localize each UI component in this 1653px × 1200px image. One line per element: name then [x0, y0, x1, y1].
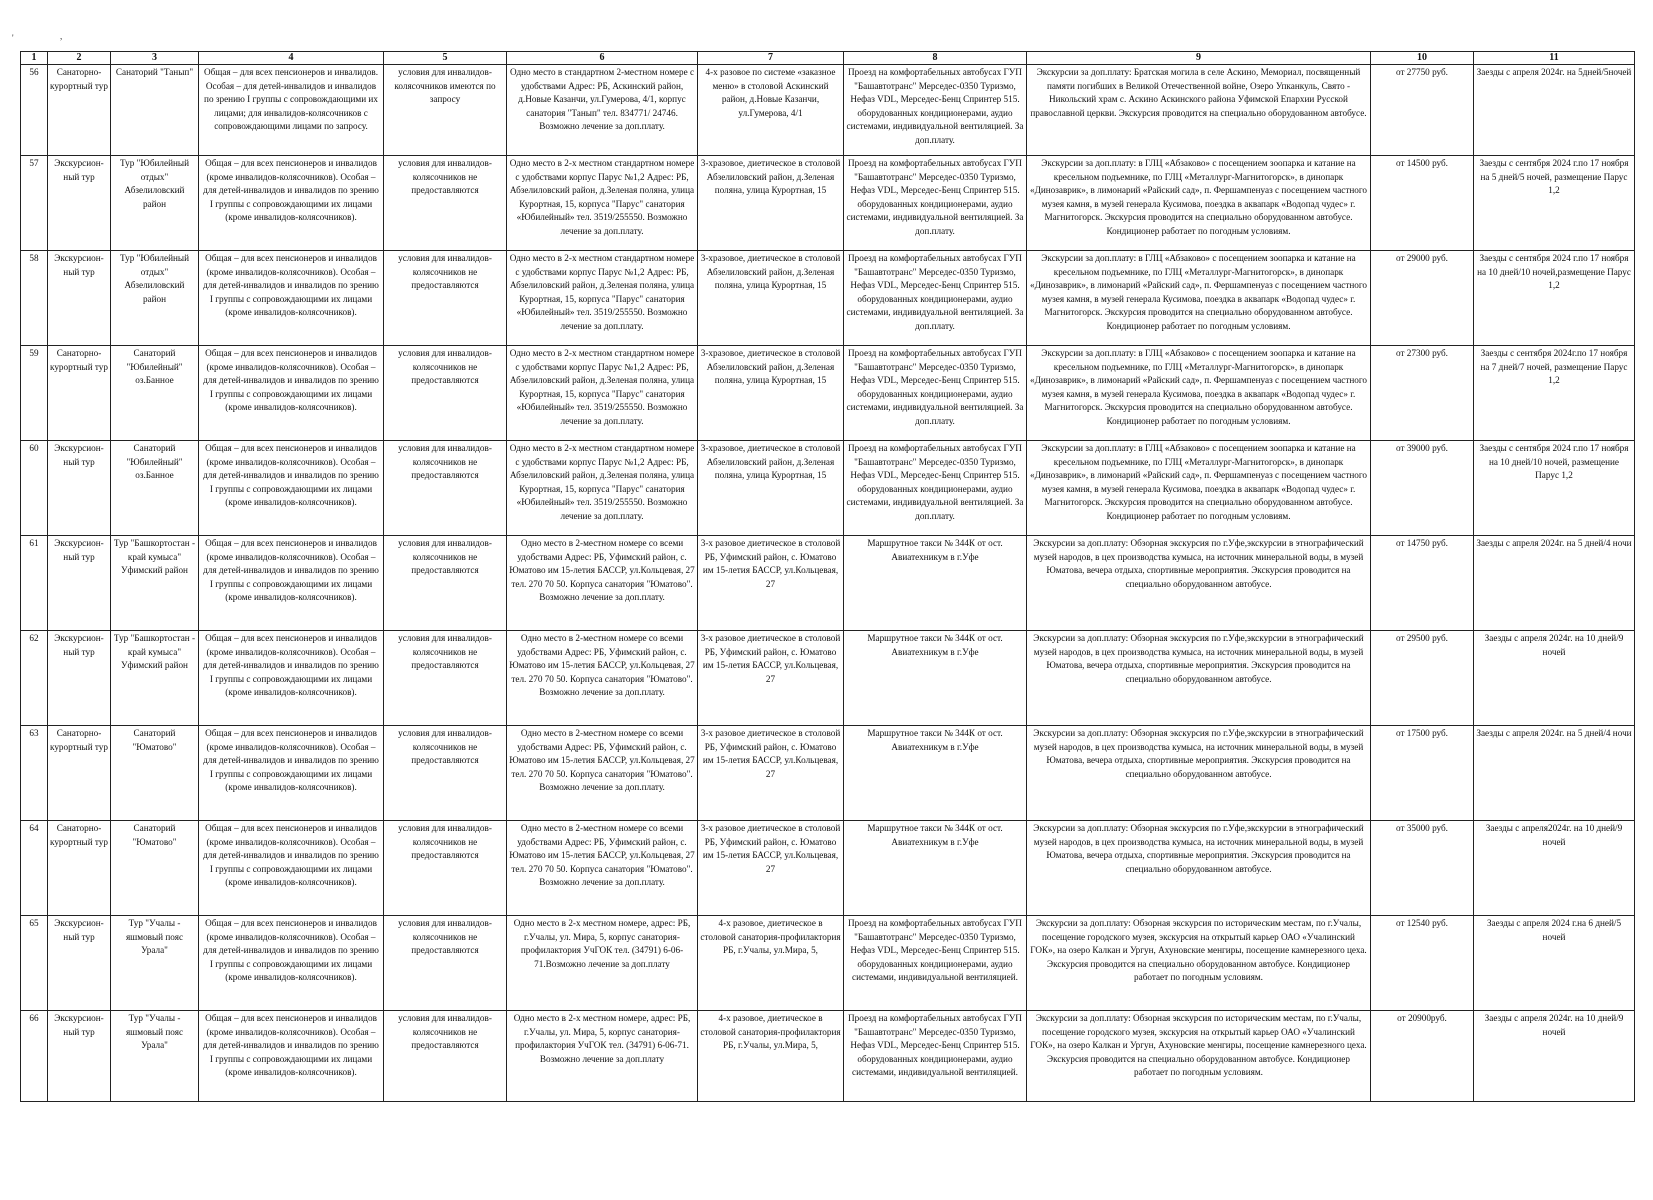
tour-category: Общая – для всех пенсионеров и инвалидов (кроме инвалидов-колясочников). Особая – для детей-инвалидов и инвалидов по зрению I группы с сопровождающими их лицами (кроме инвалидов-колясочников). [199, 631, 384, 726]
col-header: 2 [48, 52, 111, 65]
table-row [21, 916, 1635, 1011]
meals: 3-хразовое, диетическое в столовой Абзелиловский район, д.Зеленая поляна, улица Курортная, 15 [698, 251, 844, 346]
dates: Заезды с сентября 2024 г.по 17 ноября на 5 дней/5 ночей, размещение Парус 1,2 [1474, 156, 1635, 251]
dates: Заезды с апреля 2024 г.на 6 дней/5 ночей [1474, 916, 1635, 1011]
row-number: 66 [21, 1011, 48, 1102]
dates: Заезды с сентября 2024 г.по 17 ноября на 10 дней/10 ночей,размещение Парус 1,2 [1474, 251, 1635, 346]
tour-type: Санаторно-курортный тур [48, 821, 111, 916]
accommodation: Одно место в 2-х местном номере, адрес: РБ, г.Учалы, ул. Мира, 5, корпус санатория-профилактория УчГОК тел. (34791) 6-06-71.Возможно лечение за доп.плату [507, 916, 698, 1011]
tour-name: Санаторий "Юбилейный" оз.Банное [111, 441, 199, 536]
accessibility-conditions: условия для инвалидов-колясочников не предоставляются [384, 821, 507, 916]
meals: 3-хразовое, диетическое в столовой Абзелиловский район, д.Зеленая поляна, улица Курортная, 15 [698, 346, 844, 441]
tour-category: Общая – для всех пенсионеров и инвалидов (кроме инвалидов-колясочников). Особая – для детей-инвалидов и инвалидов по зрению I группы с сопровождающими их лицами (кроме инвалидов-колясочников). [199, 251, 384, 346]
tour-name: Санаторий "Юматово" [111, 821, 199, 916]
table-row [21, 726, 1635, 821]
tour-type: Экскурсион-ный тур [48, 251, 111, 346]
tour-type: Экскурсион-ный тур [48, 441, 111, 536]
tour-type: Экскурсион-ный тур [48, 156, 111, 251]
meals: 3-х разовое диетическое в столовой РБ, Уфимский район, с. Юматово им 15-летия БАССР, ул.Кольцевая, 27 [698, 631, 844, 726]
row-number: 59 [21, 346, 48, 441]
row-number: 65 [21, 916, 48, 1011]
tour-category: Общая – для всех пенсионеров и инвалидов (кроме инвалидов-колясочников). Особая – для детей-инвалидов и инвалидов по зрению I группы с сопровождающими их лицами (кроме инвалидов-колясочников). [199, 726, 384, 821]
table-row [21, 156, 1635, 251]
price: от 14750 руб. [1371, 536, 1474, 631]
table-row [21, 631, 1635, 726]
accessibility-conditions: условия для инвалидов-колясочников не предоставляются [384, 726, 507, 821]
accessibility-conditions: условия для инвалидов-колясочников не предоставляются [384, 1011, 507, 1102]
transport: Проезд на комфортабельных автобусах ГУП "Башавтотранс" Мерседес-0350 Туризмо, Нефаз VDL, Мерседес-Бенц Спринтер 515. оборудованных кондиционерами, аудио системами, индивидуальной вентиляцией. За доп.плату. [844, 346, 1027, 441]
table-row [21, 536, 1635, 631]
row-number: 57 [21, 156, 48, 251]
accommodation: Одно место в 2-местном номере со всеми удобствами Адрес: РБ, Уфимский район, с. Юматово им 15-летия БАССР, ул.Кольцевая, 27 тел. 270 70 50. Корпуса санатория "Юматово". Возможно лечение за доп.плату. [507, 821, 698, 916]
price: от 39000 руб. [1371, 441, 1474, 536]
table-row [21, 1011, 1635, 1102]
tours-table [20, 51, 1635, 1102]
price: от 29500 руб. [1371, 631, 1474, 726]
accessibility-conditions: условия для инвалидов-колясочников не предоставляются [384, 536, 507, 631]
transport: Проезд на комфортабельных автобусах ГУП "Башавтотранс" Мерседес-0350 Туризмо, Нефаз VDL, Мерседес-Бенц Спринтер 515. оборудованных кондиционерами, аудио системами, индивидуальной вентиляцией. [844, 1011, 1027, 1102]
price: от 35000 руб. [1371, 821, 1474, 916]
excursions: Экскурсии за доп.плату: в ГЛЦ «Абзаково» с посещением зоопарка и катание на кресельном подъемнике, по ГЛЦ «Металлург-Магнитогорск», в динопарк «Динозаврик», в лимонарий «Райский сад», п. Фершампенуаз с посещением частного музея камня, в музей генерала Кусимова, поездка в аквапарк «Водопад чудес» г. Магнитогорск. Экскурсия проводится на специально оборудованном автобусе. Кондиционер работает по погодным условиям. [1027, 156, 1371, 251]
transport: Маршрутное такси № 344К от ост. Авиатехникум в г.Уфе [844, 726, 1027, 821]
tour-type: Экскурсион-ный тур [48, 1011, 111, 1102]
tour-type: Экскурсион-ный тур [48, 536, 111, 631]
dates: Заезды с апреля 2024г. на 5дней/5ночей [1474, 65, 1635, 156]
col-header: 7 [698, 52, 844, 65]
tour-name: Тур "Учалы - яшмовый пояс Урала" [111, 916, 199, 1011]
accommodation: Одно место в 2-местном номере со всеми удобствами Адрес: РБ, Уфимский район, с. Юматово им 15-летия БАССР, ул.Кольцевая, 27 тел. 270 70 50. Корпуса санатория "Юматово". Возможно лечение за доп.плату. [507, 631, 698, 726]
col-header: 4 [199, 52, 384, 65]
accessibility-conditions: условия для инвалидов-колясочников не предоставляются [384, 346, 507, 441]
tour-category: Общая – для всех пенсионеров и инвалидов (кроме инвалидов-колясочников). Особая – для детей-инвалидов и инвалидов по зрению I группы с сопровождающими их лицами (кроме инвалидов-колясочников). [199, 156, 384, 251]
price: от 20900руб. [1371, 1011, 1474, 1102]
tour-type: Санаторно-курортный тур [48, 726, 111, 821]
col-header: 9 [1027, 52, 1371, 65]
accessibility-conditions: условия для инвалидов-колясочников не предоставляются [384, 441, 507, 536]
meals: 3-хразовое, диетическое в столовой Абзелиловский район, д.Зеленая поляна, улица Курортная, 15 [698, 156, 844, 251]
col-header: 10 [1371, 52, 1474, 65]
excursions: Экскурсии за доп.плату: Обзорная экскурсия по историческим местам, по г.Учалы, посещение городского музея, экскурсия на открытый карьер ОАО «Учалинский ГОК», на озеро Калкан и Ургун, Ахуновские менгиры, посещение камнерезного цеха. Экскурсия проводится на специально оборудованном автобусе. Кондиционер работает по погодным условиям. [1027, 916, 1371, 1011]
transport: Маршрутное такси № 344К от ост. Авиатехникум в г.Уфе [844, 821, 1027, 916]
col-header: 1 [21, 52, 48, 65]
dates: Заезды с сентября 2024 г.по 17 ноября на 10 дней/10 ночей, размещение Парус 1,2 [1474, 441, 1635, 536]
tour-category: Общая – для всех пенсионеров и инвалидов (кроме инвалидов-колясочников). Особая – для детей-инвалидов и инвалидов по зрению I группы с сопровождающими их лицами (кроме инвалидов-колясочников). [199, 346, 384, 441]
tour-name: Тур "Юбилейный отдых" Абзелиловский район [111, 251, 199, 346]
excursions: Экскурсии за доп.плату: Обзорная экскурсия по г.Уфе,экскурсии в этнографический музей народов, в цех производства кумыса, на источник минеральной воды, в музей Юматова, вечера отдыха, спортивные мероприятия. Экскурсия проводится на специально оборудованном автобусе. [1027, 726, 1371, 821]
tour-name: Тур "Учалы - яшмовый пояс Урала" [111, 1011, 199, 1102]
row-number: 58 [21, 251, 48, 346]
tour-category: Общая – для всех пенсионеров и инвалидов (кроме инвалидов-колясочников). Особая – для детей-инвалидов и инвалидов по зрению I группы с сопровождающими их лицами (кроме инвалидов-колясочников). [199, 441, 384, 536]
tour-category: Общая – для всех пенсионеров и инвалидов. Особая – для детей-инвалидов и инвалидов по зрению I группы с сопровождающими их лицами; для инвалидов-колясочников с сопровождающими лицами по запросу. [199, 65, 384, 156]
meals: 4-х разовое, диетическое в столовой санатория-профилактория РБ, г.Учалы, ул.Мира, 5, [698, 1011, 844, 1102]
scan-mark: ' [12, 33, 14, 43]
transport: Проезд на комфортабельных автобусах ГУП "Башавтотранс" Мерседес-0350 Туризмо, Нефаз VDL, Мерседес-Бенц Спринтер 515. оборудованных кондиционерами, аудио системами, индивидуальной вентиляцией. [844, 916, 1027, 1011]
col-header: 5 [384, 52, 507, 65]
table-row [21, 346, 1635, 441]
row-number: 62 [21, 631, 48, 726]
col-header: 3 [111, 52, 199, 65]
excursions: Экскурсии за доп.плату: в ГЛЦ «Абзаково» с посещением зоопарка и катание на кресельном подъемнике, по ГЛЦ «Металлург-Магнитогорск», в динопарк «Динозаврик», в лимонарий «Райский сад», п. Фершампенуаз с посещением частного музея камня, в музей генерала Кусимова, поездка в аквапарк «Водопад чудес» г. Магнитогорск. Экскурсия проводится на специально оборудованном автобусе. Кондиционер работает по погодным условиям. [1027, 441, 1371, 536]
dates: Заезды с апреля2024г. на 10 дней/9 ночей [1474, 821, 1635, 916]
tour-type: Санаторно-курортный тур [48, 65, 111, 156]
dates: Заезды с апреля 2024г. на 5 дней/4 ночи [1474, 726, 1635, 821]
excursions: Экскурсии за доп.плату: Обзорная экскурсия по историческим местам, по г.Учалы, посещение городского музея, экскурсия на открытый карьер ОАО «Учалинский ГОК», на озеро Калкан и Ургун, Ахуновские менгиры, посещение камнерезного цеха. Экскурсия проводится на специально оборудованном автобусе. Кондиционер работает по погодным условиям. [1027, 1011, 1371, 1102]
price: от 14500 руб. [1371, 156, 1474, 251]
price: от 27750 руб. [1371, 65, 1474, 156]
table-row [21, 251, 1635, 346]
transport: Проезд на комфортабельных автобусах ГУП "Башавтотранс" Мерседес-0350 Туризмо, Нефаз VDL, Мерседес-Бенц Спринтер 515. оборудованных кондиционерами, аудио системами, индивидуальной вентиляцией. За доп.плату. [844, 441, 1027, 536]
table-row [21, 441, 1635, 536]
tour-type: Экскурсион-ный тур [48, 631, 111, 726]
transport: Проезд на комфортабельных автобусах ГУП "Башавтотранс" Мерседес-0350 Туризмо, Нефаз VDL, Мерседес-Бенц Спринтер 515. оборудованных кондиционерами, аудио системами, индивидуальной вентиляцией. За доп.плату. [844, 156, 1027, 251]
accommodation: Одно место в стандартном 2-местном номере с удобствами Адрес: РБ, Аскинский район, д.Новые Казанчи, ул.Гумерова, 4/1, корпус санатория "Танып" тел. 834771/ 24746. Возможно лечение за доп.плату. [507, 65, 698, 156]
price: от 29000 руб. [1371, 251, 1474, 346]
dates: Заезды с апреля 2024г. на 5 дней/4 ночи [1474, 536, 1635, 631]
tour-name: Санаторий "Танып" [111, 65, 199, 156]
table-row [21, 65, 1635, 156]
tour-name: Тур "Башкортостан - край кумыса" Уфимский район [111, 536, 199, 631]
accommodation: Одно место в 2-х местном стандартном номере с удобствами корпус Парус №1,2 Адрес: РБ, Абзелиловский район, д.Зеленая поляна, улица Курортная, 15, корпуса "Парус" санатория «Юбилейный» тел. 3519/255550. Возможно лечение за доп.плату. [507, 441, 698, 536]
accessibility-conditions: условия для инвалидов-колясочников имеются по запросу [384, 65, 507, 156]
accessibility-conditions: условия для инвалидов-колясочников не предоставляются [384, 631, 507, 726]
price: от 12540 руб. [1371, 916, 1474, 1011]
accommodation: Одно место в 2-х местном стандартном номере с удобствами корпус Парус №1,2 Адрес: РБ, Абзелиловский район, д.Зеленая поляна, улица Курортная, 15, корпуса "Парус" санатория «Юбилейный» тел. 3519/255550. Возможно лечение за доп.плату. [507, 346, 698, 441]
meals: 3-х разовое диетическое в столовой РБ, Уфимский район, с. Юматово им 15-летия БАССР, ул.Кольцевая, 27 [698, 536, 844, 631]
column-number-row [21, 52, 1635, 65]
excursions: Экскурсии за доп.плату: Братская могила в селе Аскино, Мемориал, посвященный памяти погибших в Великой Отечественной войне, Озеро Упканкуль, Свято - Никольский храм с. Аскино Аскинского района Уфимской Епархии Русской православной церкви. Экскурсия проводится на специально оборудованном автобусе. [1027, 65, 1371, 156]
excursions: Экскурсии за доп.плату: в ГЛЦ «Абзаково» с посещением зоопарка и катание на кресельном подъемнике, по ГЛЦ «Металлург-Магнитогорск», в динопарк «Динозаврик», в лимонарий «Райский сад», п. Фершампенуаз с посещением частного музея камня, в музей генерала Кусимова, поездка в аквапарк «Водопад чудес» г. Магнитогорск. Экскурсия проводится на специально оборудованном автобусе. Кондиционер работает по погодным условиям. [1027, 251, 1371, 346]
tour-type: Санаторно-курортный тур [48, 346, 111, 441]
accommodation: Одно место в 2-местном номере со всеми удобствами Адрес: РБ, Уфимский район, с. Юматово им 15-летия БАССР, ул.Кольцевая, 27 тел. 270 70 50. Корпуса санатория "Юматово". Возможно лечение за доп.плату. [507, 726, 698, 821]
accommodation: Одно место в 2-х местном стандартном номере с удобствами корпус Парус №1,2 Адрес: РБ, Абзелиловский район, д.Зеленая поляна, улица Курортная, 15, корпуса "Парус" санатория «Юбилейный» тел. 3519/255550. Возможно лечение за доп.плату. [507, 251, 698, 346]
excursions: Экскурсии за доп.плату: Обзорная экскурсия по г.Уфе,экскурсии в этнографический музей народов, в цех производства кумыса, на источник минеральной воды, в музей Юматова, вечера отдыха, спортивные мероприятия. Экскурсия проводится на специально оборудованном автобусе. [1027, 631, 1371, 726]
dates: Заезды с апреля 2024г. на 10 дней/9 ночей [1474, 631, 1635, 726]
tour-category: Общая – для всех пенсионеров и инвалидов (кроме инвалидов-колясочников). Особая – для детей-инвалидов и инвалидов по зрению I группы с сопровождающими их лицами (кроме инвалидов-колясочников). [199, 536, 384, 631]
accommodation: Одно место в 2-местном номере со всеми удобствами Адрес: РБ, Уфимский район, с. Юматово им 15-летия БАССР, ул.Кольцевая, 27 тел. 270 70 50. Корпуса санатория "Юматово". Возможно лечение за доп.плату. [507, 536, 698, 631]
transport: Проезд на комфортабельных автобусах ГУП "Башавтотранс" Мерседес-0350 Туризмо, Нефаз VDL, Мерседес-Бенц Спринтер 515. оборудованных кондиционерами, аудио системами, индивидуальной вентиляцией. За доп.плату. [844, 251, 1027, 346]
meals: 3-хразовое, диетическое в столовой Абзелиловский район, д.Зеленая поляна, улица Курортная, 15 [698, 441, 844, 536]
transport: Маршрутное такси № 344К от ост. Авиатехникум в г.Уфе [844, 631, 1027, 726]
tour-name: Санаторий "Юматово" [111, 726, 199, 821]
meals: 3-х разовое диетическое в столовой РБ, Уфимский район, с. Юматово им 15-летия БАССР, ул.Кольцевая, 27 [698, 821, 844, 916]
tour-category: Общая – для всех пенсионеров и инвалидов (кроме инвалидов-колясочников). Особая – для детей-инвалидов и инвалидов по зрению I группы с сопровождающими их лицами (кроме инвалидов-колясочников). [199, 821, 384, 916]
tour-category: Общая – для всех пенсионеров и инвалидов (кроме инвалидов-колясочников). Особая – для детей-инвалидов и инвалидов по зрению I группы с сопровождающими их лицами (кроме инвалидов-колясочников). [199, 916, 384, 1011]
tour-type: Экскурсион-ный тур [48, 916, 111, 1011]
tour-category: Общая – для всех пенсионеров и инвалидов (кроме инвалидов-колясочников). Особая – для детей-инвалидов и инвалидов по зрению I группы с сопровождающими их лицами (кроме инвалидов-колясочников). [199, 1011, 384, 1102]
row-number: 56 [21, 65, 48, 156]
dates: Заезды с апреля 2024г. на 10 дней/9 ночей [1474, 1011, 1635, 1102]
scan-mark: , [60, 31, 63, 41]
transport: Маршрутное такси № 344К от ост. Авиатехникум в г.Уфе [844, 536, 1027, 631]
col-header: 6 [507, 52, 698, 65]
table-row [21, 821, 1635, 916]
excursions: Экскурсии за доп.плату: в ГЛЦ «Абзаково» с посещением зоопарка и катание на кресельном подъемнике, по ГЛЦ «Металлург-Магнитогорск», в динопарк «Динозаврик», в лимонарий «Райский сад», п. Фершампенуаз с посещением частного музея камня, в музей генерала Кусимова, поездка в аквапарк «Водопад чудес» г. Магнитогорск. Экскурсия проводится на специально оборудованном автобусе. Кондиционер работает по погодным условиям. [1027, 346, 1371, 441]
excursions: Экскурсии за доп.плату: Обзорная экскурсия по г.Уфе,экскурсии в этнографический музей народов, в цех производства кумыса, на источник минеральной воды, в музей Юматова, вечера отдыха, спортивные мероприятия. Экскурсия проводится на специально оборудованном автобусе. [1027, 821, 1371, 916]
row-number: 64 [21, 821, 48, 916]
row-number: 63 [21, 726, 48, 821]
transport: Проезд на комфортабельных автобусах ГУП "Башавтотранс" Мерседес-0350 Туризмо, Нефаз VDL, Мерседес-Бенц Спринтер 515. оборудованных кондиционерами, аудио системами, индивидуальной вентиляцией. За доп.плату. [844, 65, 1027, 156]
accommodation: Одно место в 2-х местном номере, адрес: РБ, г.Учалы, ул. Мира, 5, корпус санатория-профилактория УчГОК тел. (34791) 6-06-71. Возможно лечение за доп.плату [507, 1011, 698, 1102]
row-number: 61 [21, 536, 48, 631]
col-header: 11 [1474, 52, 1635, 65]
tour-name: Тур "Юбилейный отдых" Абзелиловский район [111, 156, 199, 251]
accessibility-conditions: условия для инвалидов-колясочников не предоставляются [384, 916, 507, 1011]
tour-name: Санаторий "Юбилейный" оз.Банное [111, 346, 199, 441]
price: от 17500 руб. [1371, 726, 1474, 821]
dates: Заезды с сентября 2024г.по 17 ноября на 7 дней/7 ночей, размещение Парус 1,2 [1474, 346, 1635, 441]
excursions: Экскурсии за доп.плату: Обзорная экскурсия по г.Уфе,экскурсии в этнографический музей народов, в цех производства кумыса, на источник минеральной воды, в музей Юматова, вечера отдыха, спортивные мероприятия. Экскурсия проводится на специально оборудованном автобусе. [1027, 536, 1371, 631]
tour-name: Тур "Башкортостан - край кумыса" Уфимский район [111, 631, 199, 726]
meals: 3-х разовое диетическое в столовой РБ, Уфимский район, с. Юматово им 15-летия БАССР, ул.Кольцевая, 27 [698, 726, 844, 821]
accessibility-conditions: условия для инвалидов-колясочников не предоставляются [384, 251, 507, 346]
accessibility-conditions: условия для инвалидов-колясочников не предоставляются [384, 156, 507, 251]
col-header: 8 [844, 52, 1027, 65]
meals: 4-х разовое, диетическое в столовой санатория-профилактория РБ, г.Учалы, ул.Мира, 5, [698, 916, 844, 1011]
row-number: 60 [21, 441, 48, 536]
price: от 27300 руб. [1371, 346, 1474, 441]
meals: 4-х разовое по системе «заказное меню» в столовой Аскинский район, д.Новые Казанчи, ул.Гумерова, 4/1 [698, 65, 844, 156]
accommodation: Одно место в 2-х местном стандартном номере с удобствами корпус Парус №1,2 Адрес: РБ, Абзелиловский район, д.Зеленая поляна, улица Курортная, 15, корпуса "Парус" санатория «Юбилейный» тел. 3519/255550. Возможно лечение за доп.плату. [507, 156, 698, 251]
